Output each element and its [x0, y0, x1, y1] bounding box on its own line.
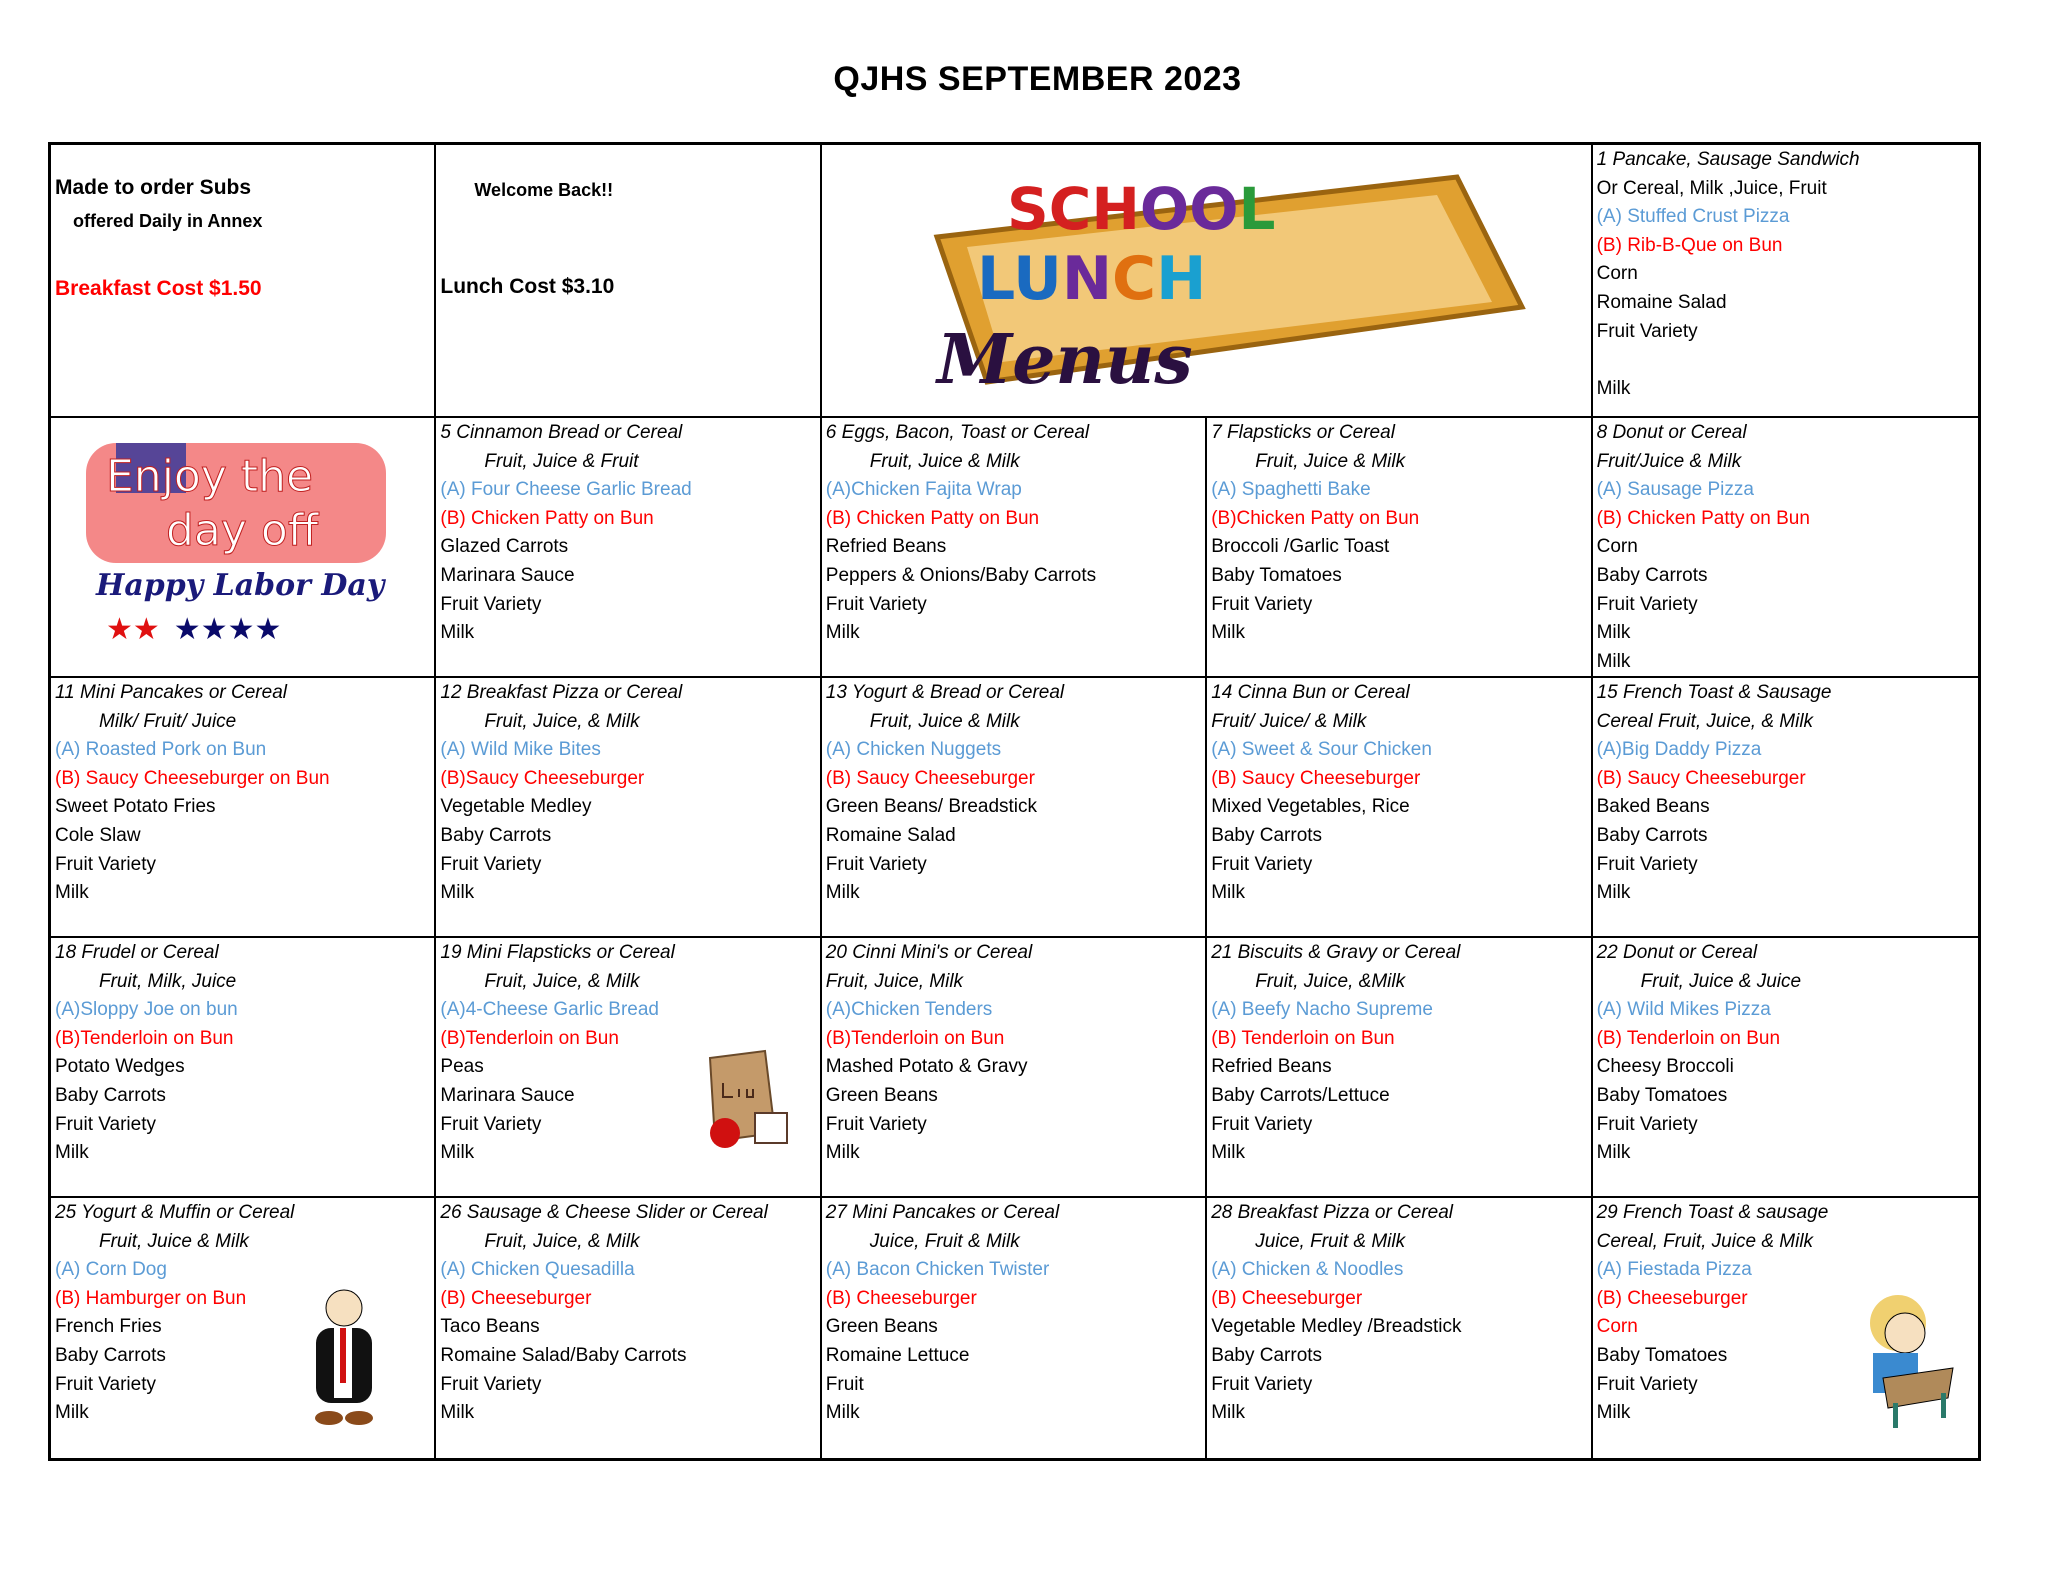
- day-cell-18: [51, 938, 436, 1198]
- side-item: Mixed Vegetables, Rice: [1211, 796, 1410, 818]
- option-a-entree: (A) Beefy Nacho Supreme: [1211, 999, 1433, 1021]
- logo-cell: [822, 145, 1593, 418]
- option-b-entree: (B)Chicken Patty on Bun: [1211, 507, 1420, 529]
- side-item: Baby Carrots: [55, 1084, 166, 1106]
- option-a-entree: (A) Stuffed Crust Pizza: [1596, 206, 1790, 228]
- option-a-entree: (A) Wild Mike Bites: [440, 739, 601, 761]
- option-a-entree: (A)Big Daddy Pizza: [1596, 739, 1762, 761]
- day-heading: 18 Frudel or Cereal: [55, 942, 219, 963]
- side-item: Milk: [1211, 1402, 1245, 1424]
- breakfast-subheading: Fruit, Juice, &Milk: [1255, 970, 1406, 992]
- side-item: Milk: [825, 882, 860, 904]
- option-a-entree: (A) Sweet & Sour Chicken: [1211, 739, 1432, 761]
- option-a-entree: (A) Four Cheese Garlic Bread: [440, 479, 692, 501]
- side-item: Marinara Sauce: [440, 1084, 575, 1106]
- side-item: Baby Tomatoes: [1211, 564, 1342, 586]
- option-b-entree: (B) Cheeseburger: [440, 1287, 592, 1309]
- breakfast-subheading: Fruit, Juice & Juice: [1640, 970, 1802, 992]
- option-b-entree: (B) Hamburger on Bun: [55, 1287, 247, 1309]
- breakfast-subheading: Fruit, Juice & Fruit: [484, 450, 639, 472]
- option-a-entree: (A) Sausage Pizza: [1596, 479, 1754, 501]
- svg-text:★★★★★★: ★★ ★★★★: [106, 613, 282, 646]
- day-cell-15: [1593, 678, 1978, 938]
- breakfast-subheading: Fruit, Juice & Milk: [99, 1230, 249, 1252]
- day-cell-11: [51, 678, 436, 938]
- day-heading: 1 Pancake, Sausage Sandwich: [1596, 149, 1860, 170]
- breakfast-cost: Breakfast Cost $1.50: [55, 277, 262, 301]
- side-item: Fruit Variety: [1211, 593, 1313, 615]
- day-cell-22: [1593, 938, 1978, 1198]
- side-item: Milk: [440, 622, 475, 644]
- side-item: Milk: [825, 622, 860, 644]
- day-heading: 8 Donut or Cereal: [1596, 422, 1747, 443]
- day-heading: 11 Mini Pancakes or Cereal: [55, 682, 287, 703]
- option-b-entree: (B) Cheeseburger: [1211, 1287, 1363, 1309]
- option-b-entree: (B) Saucy Cheeseburger: [1211, 767, 1421, 789]
- side-item: Cheesy Broccoli: [1596, 1056, 1734, 1078]
- option-a-entree: (A) Wild Mikes Pizza: [1596, 999, 1771, 1021]
- option-b-entree: (B) Rib-B-Que on Bun: [1596, 234, 1783, 256]
- side-item: Or Cereal, Milk ,Juice, Fruit: [1596, 177, 1827, 199]
- day-cell-25: [51, 1198, 436, 1458]
- spacer: [1597, 346, 1974, 375]
- day-heading: 25 Yogurt & Muffin or Cereal: [55, 1202, 295, 1223]
- school-lunch-menus-logo: [897, 157, 1537, 397]
- menu-calendar: [48, 142, 1981, 1461]
- day-cell-13: [822, 678, 1207, 938]
- side-item: Milk: [1596, 622, 1631, 644]
- side-item: Milk: [55, 1142, 89, 1164]
- side-item: Baby Carrots/Lettuce: [1211, 1084, 1390, 1106]
- day-cell-5: [436, 418, 821, 678]
- side-item: Milk: [1596, 650, 1631, 672]
- side-item: Milk: [1211, 1142, 1245, 1164]
- side-item: Fruit: [825, 1373, 864, 1395]
- side-item: Fruit Variety: [440, 1113, 542, 1135]
- day-heading: Fruit/Juice & Milk: [1596, 450, 1742, 472]
- day-heading: 22 Donut or Cereal: [1596, 942, 1758, 963]
- day-heading: 27 Mini Pancakes or Cereal: [825, 1202, 1060, 1223]
- side-item: Fruit Variety: [1596, 593, 1698, 615]
- svg-text:SCHOOL: SCHOOL: [1006, 175, 1276, 243]
- side-item: Peppers & Onions/Baby Carrots: [825, 564, 1097, 586]
- day-cell-20: [822, 938, 1207, 1198]
- breakfast-subheading: Fruit, Juice, & Milk: [484, 710, 640, 732]
- side-item: Fruit Variety: [825, 853, 927, 875]
- side-item: Milk: [55, 1402, 89, 1424]
- breakfast-subheading: Fruit, Milk, Juice: [99, 970, 237, 992]
- option-a-entree: (A) Chicken Nuggets: [825, 739, 1002, 761]
- day-heading: 12 Breakfast Pizza or Cereal: [440, 682, 683, 703]
- day-heading: 13 Yogurt & Bread or Cereal: [825, 682, 1065, 703]
- option-a-entree: (A)Chicken Fajita Wrap: [825, 479, 1022, 501]
- side-item: Broccoli /Garlic Toast: [1211, 536, 1390, 558]
- day-cell-7: [1207, 418, 1592, 678]
- option-a-entree: (A) Fiestada Pizza: [1596, 1259, 1752, 1281]
- side-item: Potato Wedges: [55, 1056, 185, 1078]
- side-item: Fruit Variety: [55, 1373, 157, 1395]
- side-item: Fruit Variety: [1596, 320, 1698, 342]
- breakfast-subheading: Fruit, Juice & Milk: [1255, 450, 1406, 472]
- side-item: Baby Carrots: [1211, 1344, 1323, 1366]
- svg-text:Enjoy the: Enjoy the: [106, 451, 314, 502]
- breakfast-subheading: Milk/ Fruit/ Juice: [99, 710, 237, 732]
- side-item: Fruit Variety: [825, 1113, 927, 1135]
- day-cell-8: [1593, 418, 1978, 678]
- option-b-entree: (B) Chicken Patty on Bun: [825, 507, 1040, 529]
- option-a-entree: (A)4-Cheese Garlic Bread: [440, 999, 659, 1021]
- svg-text:Menus: Menus: [936, 320, 1193, 397]
- side-item: Corn: [1596, 263, 1638, 285]
- day-heading: 7 Flapsticks or Cereal: [1211, 422, 1395, 443]
- page-title: QJHS SEPTEMBER 2023: [833, 60, 1242, 98]
- day-heading: Fruit/ Juice/ & Milk: [1211, 710, 1367, 732]
- labor-day-cell: [51, 418, 436, 678]
- side-item: Vegetable Medley: [440, 796, 592, 818]
- side-item: Fruit Variety: [440, 593, 542, 615]
- day-cell-6: [822, 418, 1207, 678]
- side-item: Milk: [55, 882, 89, 904]
- day-heading: Cereal Fruit, Juice, & Milk: [1596, 710, 1814, 732]
- option-b-entree: (B) Chicken Patty on Bun: [440, 507, 654, 529]
- side-item: Vegetable Medley /Breadstick: [1211, 1316, 1462, 1338]
- side-item: Milk: [1596, 377, 1631, 399]
- day-heading: 20 Cinni Mini's or Cereal: [825, 942, 1033, 963]
- option-a-entree: (A) Chicken & Noodles: [1211, 1259, 1404, 1281]
- side-item: Green Beans/ Breadstick: [825, 796, 1038, 818]
- day-heading: 5 Cinnamon Bread or Cereal: [440, 422, 683, 443]
- day-cell-28: [1207, 1198, 1592, 1458]
- side-item: Baby Carrots: [1211, 824, 1323, 846]
- side-item: Fruit Variety: [1596, 1373, 1698, 1395]
- option-a-entree: (A) Spaghetti Bake: [1211, 479, 1371, 501]
- option-b-entree: (B) Saucy Cheeseburger: [825, 767, 1035, 789]
- svg-text:day off: day off: [166, 505, 319, 556]
- svg-text:Happy Labor Day: Happy Labor Day: [96, 568, 385, 603]
- side-item: Green Beans: [825, 1084, 938, 1106]
- side-item: Baby Carrots: [440, 824, 552, 846]
- side-item: Romaine Salad: [1596, 291, 1727, 313]
- side-item: Milk: [440, 1402, 475, 1424]
- option-b-entree: (B) Tenderloin on Bun: [1211, 1027, 1395, 1049]
- side-item: Milk: [1211, 882, 1245, 904]
- side-item: Refried Beans: [825, 536, 947, 558]
- day-heading: Fruit, Juice, Milk: [825, 970, 964, 992]
- side-item: Fruit Variety: [1211, 1373, 1313, 1395]
- option-b-entree: (B) Saucy Cheeseburger on Bun: [55, 767, 330, 789]
- side-item: Milk: [440, 882, 475, 904]
- side-item: Fruit Variety: [55, 853, 157, 875]
- day-heading: 28 Breakfast Pizza or Cereal: [1211, 1202, 1454, 1223]
- side-item: Romaine Salad: [825, 824, 956, 846]
- side-item: Romaine Lettuce: [825, 1344, 970, 1366]
- side-item: Fruit Variety: [440, 853, 542, 875]
- side-item: Fruit Variety: [1211, 853, 1313, 875]
- side-item: Corn: [1596, 536, 1638, 558]
- side-item: Fruit Variety: [1596, 1113, 1698, 1135]
- day-cell-26: [436, 1198, 821, 1458]
- side-item: Baby Carrots: [1596, 564, 1708, 586]
- day-heading: 15 French Toast & Sausage: [1596, 682, 1832, 703]
- subs-subheading: offered Daily in Annex: [73, 210, 263, 231]
- breakfast-subheading: Fruit, Juice, & Milk: [484, 970, 640, 992]
- side-item: Peas: [440, 1056, 484, 1078]
- side-item: Fruit Variety: [825, 593, 927, 615]
- side-item: Baby Carrots: [55, 1344, 166, 1366]
- welcome-text: Welcome Back!!: [474, 180, 614, 200]
- day-cell-12: [436, 678, 821, 938]
- day-cell-1: [1593, 145, 1978, 418]
- breakfast-subheading: Fruit, Juice & Milk: [869, 710, 1020, 732]
- day-heading: 19 Mini Flapsticks or Cereal: [440, 942, 675, 963]
- side-item: Romaine Salad/Baby Carrots: [440, 1344, 687, 1366]
- side-item: French Fries: [55, 1316, 162, 1338]
- side-item: Baby Carrots: [1596, 824, 1708, 846]
- day-heading: 29 French Toast & sausage: [1596, 1202, 1829, 1223]
- day-heading: 14 Cinna Bun or Cereal: [1211, 682, 1410, 703]
- labor-day-image: [76, 433, 416, 648]
- option-a-entree: (A)Sloppy Joe on bun: [55, 999, 238, 1021]
- day-cell-14: [1207, 678, 1592, 938]
- subs-heading: Made to order Subs: [55, 176, 252, 199]
- breakfast-subheading: Juice, Fruit & Milk: [869, 1230, 1020, 1252]
- side-item: Cole Slaw: [55, 824, 141, 846]
- option-b-entree: (B) Tenderloin on Bun: [1596, 1027, 1781, 1049]
- side-item: Milk: [440, 1142, 475, 1164]
- side-item: Fruit Variety: [440, 1373, 542, 1395]
- day-cell-19: [436, 938, 821, 1198]
- lunch-cost: Lunch Cost $3.10: [440, 274, 615, 298]
- side-item: Green Beans: [825, 1316, 938, 1338]
- side-item: Fruit Variety: [1211, 1113, 1313, 1135]
- breakfast-subheading: Fruit, Juice, & Milk: [484, 1230, 640, 1252]
- option-b-entree: Corn: [1596, 1316, 1638, 1338]
- side-item: Mashed Potato & Gravy: [825, 1056, 1028, 1078]
- side-item: Baked Beans: [1596, 796, 1710, 818]
- day-cell-29: [1593, 1198, 1978, 1458]
- option-b-entree: (B) Cheeseburger: [825, 1287, 977, 1309]
- option-b-entree: (B)Tenderloin on Bun: [440, 1027, 619, 1049]
- option-b-entree: (B)Saucy Cheeseburger: [440, 767, 645, 789]
- side-item: Baby Tomatoes: [1596, 1084, 1728, 1106]
- option-a-entree: (A) Roasted Pork on Bun: [55, 739, 267, 761]
- side-item: Milk: [825, 1402, 860, 1424]
- side-item: Milk: [825, 1142, 860, 1164]
- side-item: Milk: [1211, 622, 1245, 644]
- option-b-entree: (B)Tenderloin on Bun: [825, 1027, 1005, 1049]
- option-a-entree: (A) Chicken Quesadilla: [440, 1259, 635, 1281]
- side-item: Baby Tomatoes: [1596, 1344, 1728, 1366]
- day-heading: Cereal, Fruit, Juice & Milk: [1596, 1230, 1814, 1252]
- side-item: Milk: [1596, 1142, 1631, 1164]
- option-a-entree: (A)Chicken Tenders: [825, 999, 993, 1021]
- breakfast-subheading: Juice, Fruit & Milk: [1255, 1230, 1406, 1252]
- side-item: Refried Beans: [1211, 1056, 1332, 1078]
- side-item: Marinara Sauce: [440, 564, 575, 586]
- intro-cell-subs: [51, 145, 436, 418]
- option-b-entree: (B) Saucy Cheeseburger: [1596, 767, 1806, 789]
- side-item: Milk: [1596, 1402, 1631, 1424]
- day-heading: 26 Sausage & Cheese Slider or Cereal: [440, 1202, 768, 1223]
- side-item: Milk: [1596, 882, 1631, 904]
- side-item: Fruit Variety: [1596, 853, 1698, 875]
- svg-text:LUNCH: LUNCH: [976, 244, 1207, 314]
- day-cell-27: [822, 1198, 1207, 1458]
- day-cell-21: [1207, 938, 1592, 1198]
- option-a-entree: (A) Corn Dog: [55, 1259, 167, 1281]
- option-b-entree: (B)Tenderloin on Bun: [55, 1027, 234, 1049]
- breakfast-subheading: Fruit, Juice & Milk: [869, 450, 1020, 472]
- intro-cell-welcome: [436, 145, 821, 418]
- side-item: Glazed Carrots: [440, 536, 569, 558]
- day-heading: 6 Eggs, Bacon, Toast or Cereal: [825, 422, 1090, 443]
- day-heading: 21 Biscuits & Gravy or Cereal: [1211, 942, 1461, 963]
- option-b-entree: (B) Chicken Patty on Bun: [1596, 507, 1810, 529]
- side-item: Fruit Variety: [55, 1113, 157, 1135]
- side-item: Taco Beans: [440, 1316, 540, 1338]
- option-a-entree: (A) Bacon Chicken Twister: [825, 1259, 1050, 1281]
- option-b-entree: (B) Cheeseburger: [1596, 1287, 1748, 1309]
- side-item: Sweet Potato Fries: [55, 796, 216, 818]
